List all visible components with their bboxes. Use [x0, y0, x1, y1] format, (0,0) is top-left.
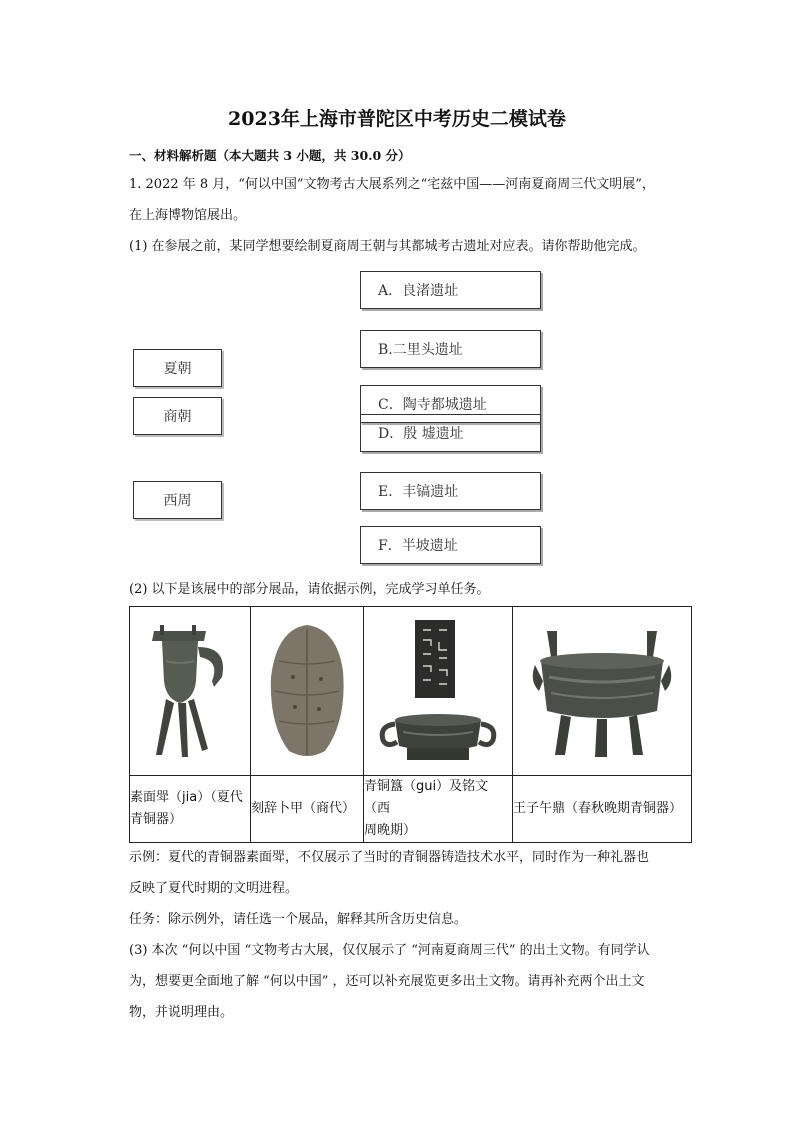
bronze-ding-icon	[527, 621, 677, 761]
page-title: 2023年上海市普陀区中考历史二模试卷	[228, 108, 566, 130]
part3-line1: (3) 本次 “何以中国 “文物考古大展，仅仅展示了 “河南夏商周三代” 的出土文物。有同学认	[129, 943, 650, 958]
site-label: F．半坡遗址	[378, 538, 458, 554]
site-label: C．陶寺都城遗址	[378, 397, 487, 413]
site-box-d[interactable]	[360, 414, 541, 452]
site-label: B.二里头遗址	[378, 342, 463, 358]
section-heading: 一、材料解析题（本大题共 3 小题，共 30.0 分）	[129, 148, 411, 163]
bronze-gui-icon	[373, 616, 503, 766]
question-intro-line2: 在上海博物馆展出。	[129, 208, 247, 223]
example-line1: 示例：夏代的青铜器素面斝，不仅展示了当时的青铜器铸造技术水平，同时作为一种礼器也	[129, 850, 650, 865]
dynasty-label: 西周	[163, 493, 192, 509]
dynasty-label: 夏朝	[163, 361, 192, 377]
part3-line3: 物，并说明理由。	[129, 1005, 234, 1020]
oracle-bone-icon	[265, 621, 349, 761]
part2-prompt: (2) 以下是该展中的部分展品，请依据示例，完成学习单任务。	[129, 582, 490, 597]
dynasty-label: 商朝	[163, 409, 192, 425]
part3-line2: 为，想要更全面地了解 “何以中国” ，还可以补充展览更多出土文物。请再补充两个出土文	[129, 974, 645, 989]
site-box-f[interactable]	[360, 526, 541, 564]
table-row	[130, 776, 692, 843]
site-box-b[interactable]	[360, 330, 541, 368]
exhibit-caption-cell	[130, 776, 251, 843]
exhibit-caption-cell	[364, 776, 513, 843]
exhibit-image-cell	[130, 607, 251, 776]
dynasty-box-western-zhou[interactable]	[133, 481, 222, 519]
exhibit-image-cell	[513, 607, 692, 776]
exhibit-table	[129, 606, 692, 843]
example-line2: 反映了夏代时期的文明进程。	[129, 881, 299, 896]
exhibit-caption-line: 青铜器）	[130, 812, 183, 827]
site-box-e[interactable]	[360, 472, 541, 510]
task-line: 任务：除示例外，请任选一个展品，解释其所含历史信息。	[129, 912, 468, 927]
site-label: A．良渚遗址	[378, 283, 459, 299]
dynasty-box-shang[interactable]	[133, 397, 222, 435]
site-label: D．殷 墟遗址	[378, 426, 464, 442]
dynasty-box-xia[interactable]	[133, 349, 222, 387]
exhibit-image-cell	[251, 607, 364, 776]
exhibit-image-cell	[364, 607, 513, 776]
exhibit-caption-line: 王子午鼎（春秋晚期青铜器）	[513, 801, 683, 816]
exhibit-caption-line: 青铜簋（gui）及铭文（西	[364, 779, 489, 816]
exhibit-caption-line: 素面斝（jia）（夏代	[130, 790, 243, 805]
exhibit-caption-line: 刻辞卜甲（商代）	[251, 801, 356, 816]
bronze-jia-icon	[142, 621, 238, 761]
exhibit-caption-cell	[251, 776, 364, 843]
table-row	[130, 607, 692, 776]
question-intro-line1: 1. 2022 年 8 月，“何以中国”文物考古大展系列之“宅兹中国——河南夏商周三代文明展”，	[129, 177, 655, 192]
part1-prompt: (1) 在参展之前，某同学想要绘制夏商周王朝与其都城考古遗址对应表。请你帮助他完成。	[129, 239, 646, 254]
exhibit-caption-cell	[513, 776, 692, 843]
site-label: E．丰镐遗址	[378, 484, 459, 500]
exhibit-caption-line: 周晚期）	[364, 823, 417, 838]
site-box-a[interactable]	[360, 271, 541, 309]
